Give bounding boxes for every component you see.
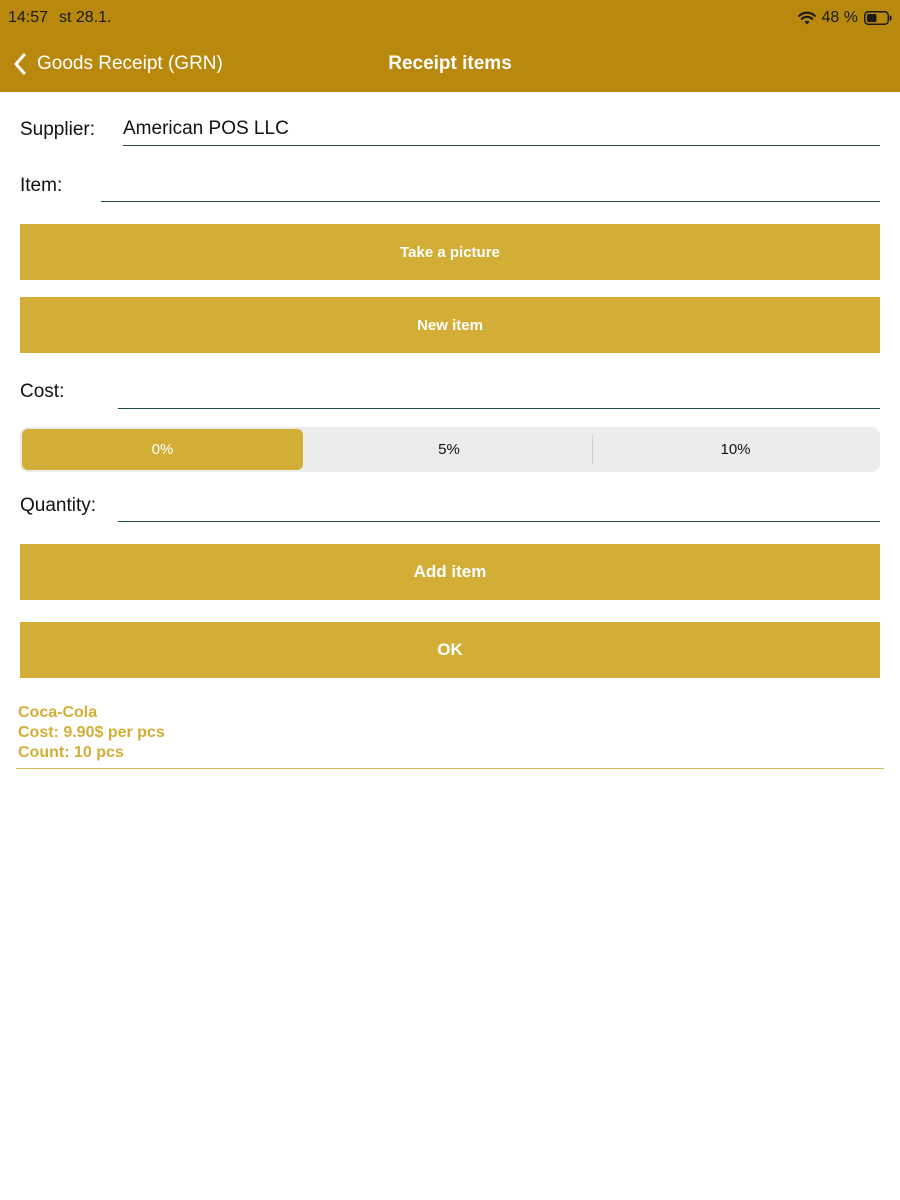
cost-label: Cost:: [20, 381, 65, 402]
item-cost: Cost: 9.90$ per pcs: [18, 724, 165, 741]
list-item[interactable]: [16, 704, 884, 769]
ok-button[interactable]: OK: [20, 622, 880, 678]
supplier-label: Supplier:: [20, 119, 95, 140]
supplier-field[interactable]: [123, 116, 880, 146]
back-label: Goods Receipt (GRN): [37, 53, 223, 74]
tax-option-10[interactable]: 10%: [720, 441, 751, 458]
tax-option-5[interactable]: 5%: [438, 441, 460, 458]
item-count: Count: 10 pcs: [18, 744, 124, 761]
tax-option-0[interactable]: 0%: [22, 429, 303, 470]
wifi-icon: [798, 11, 816, 25]
status-indicators: [798, 8, 892, 28]
quantity-label: Quantity:: [20, 495, 97, 516]
item-label: Item:: [20, 175, 63, 196]
item-name: Coca-Cola: [18, 704, 98, 721]
battery-percent: 48 %: [821, 9, 858, 26]
item-field[interactable]: [101, 172, 880, 202]
status-time: 14:57: [8, 9, 49, 26]
quantity-field[interactable]: [118, 492, 880, 522]
cost-field[interactable]: [118, 379, 880, 409]
new-item-button[interactable]: New item: [20, 297, 880, 353]
status-date: st 28.1.: [59, 9, 112, 26]
battery-icon: [864, 11, 892, 25]
app-header: [0, 0, 900, 92]
add-item-button[interactable]: Add item: [20, 544, 880, 600]
page-title: Receipt items: [388, 53, 512, 74]
tax-rate-selector: [20, 427, 880, 472]
take-picture-button[interactable]: Take a picture: [20, 224, 880, 280]
